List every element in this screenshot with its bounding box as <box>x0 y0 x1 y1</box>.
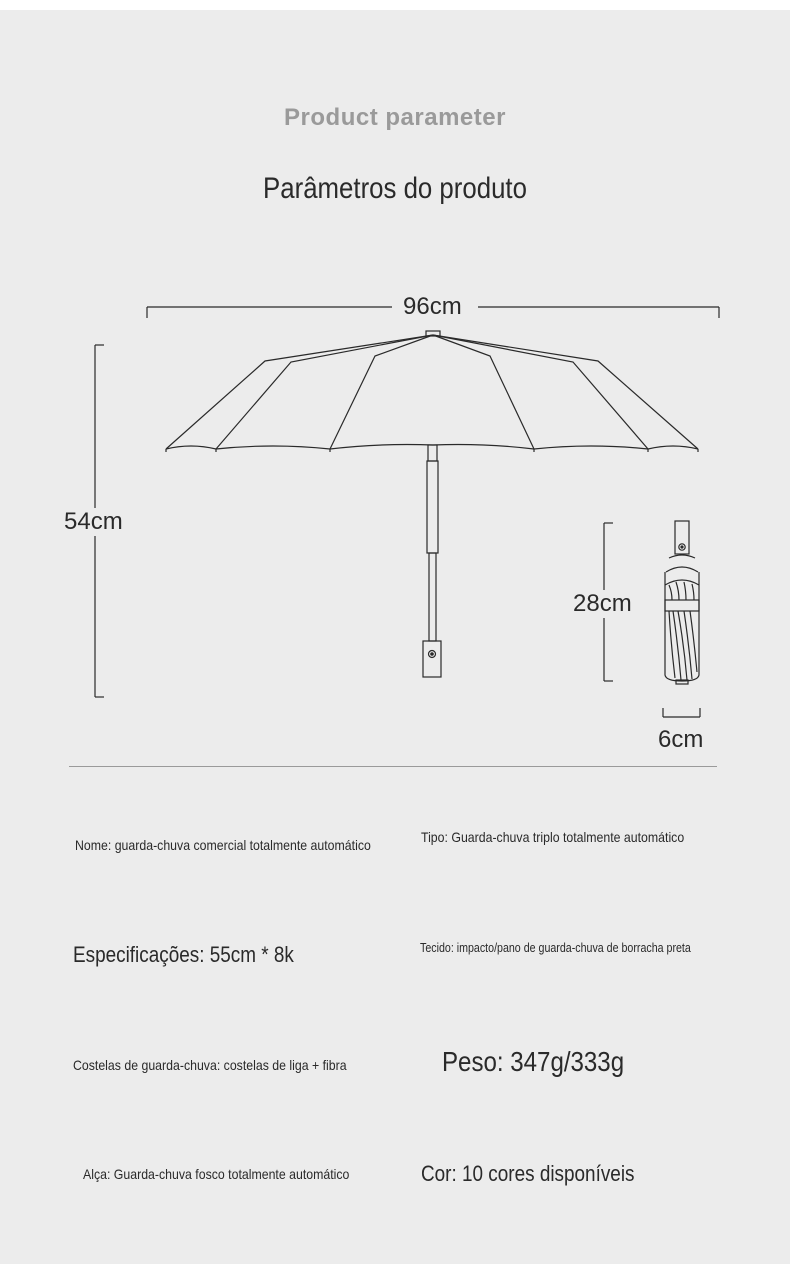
spec-weight: Peso: 347g/333g <box>442 1046 625 1077</box>
spec-specifications: Especificações: 55cm * 8k <box>73 942 294 967</box>
folded-umbrella-icon <box>665 521 699 684</box>
spec-ribs: Costelas de guarda-chuva: costelas de liga + fibra <box>73 1057 347 1073</box>
spec-fabric: Tecido: impacto/pano de guarda-chuva de borracha preta <box>420 940 691 955</box>
open-umbrella-icon <box>166 331 698 677</box>
folded-width-label: 6cm <box>654 726 707 754</box>
folded-length-label: 28cm <box>569 590 636 618</box>
spec-color: Cor: 10 cores disponíveis <box>421 1161 635 1186</box>
spec-handle: Alça: Guarda-chuva fosco totalmente automático <box>83 1166 350 1182</box>
page-title: Parâmetros do produto <box>263 172 527 205</box>
section-divider <box>69 766 717 767</box>
height-label: 54cm <box>60 508 127 536</box>
folded-width-dimension-line <box>663 708 700 717</box>
spec-type: Tipo: Guarda-chuva triplo totalmente automático <box>421 829 685 845</box>
width-label: 96cm <box>399 293 466 321</box>
spec-name: Nome: guarda-chuva comercial totalmente automático <box>75 837 371 853</box>
subtitle-english: Product parameter <box>284 104 506 131</box>
